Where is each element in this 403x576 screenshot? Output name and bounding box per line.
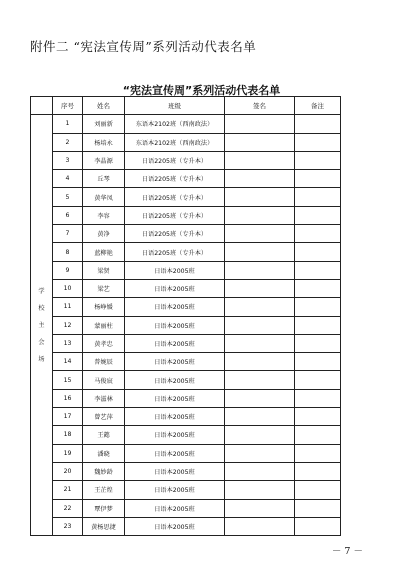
- class-cell: 日语本2005班: [125, 353, 225, 371]
- name-cell: 蒙丽柱: [83, 316, 125, 334]
- row-number-cell: 16: [53, 389, 83, 407]
- table-row: [31, 316, 341, 334]
- remark-cell[interactable]: [295, 334, 341, 352]
- row-number-cell: 14: [53, 353, 83, 371]
- header-class: 班级: [125, 97, 225, 115]
- roster-table: [30, 96, 341, 536]
- table-row: [31, 389, 341, 407]
- name-cell: 普婉辰: [83, 353, 125, 371]
- signature-cell[interactable]: [225, 499, 295, 517]
- signature-cell[interactable]: [225, 334, 295, 352]
- signature-cell[interactable]: [225, 316, 295, 334]
- name-cell: 潘晓: [83, 444, 125, 462]
- class-cell: 日语本2005班: [125, 426, 225, 444]
- row-number-cell: 23: [53, 517, 83, 535]
- header-signature: 签名: [225, 97, 295, 115]
- header-remark: 备注: [295, 97, 341, 115]
- remark-cell[interactable]: [295, 499, 341, 517]
- signature-cell[interactable]: [225, 188, 295, 206]
- name-cell: 李晶源: [83, 151, 125, 169]
- table-title: “宪法宣传周”系列活动代表名单: [122, 84, 281, 97]
- name-cell: 梁贤: [83, 261, 125, 279]
- class-cell: 日语本2005班: [125, 371, 225, 389]
- name-cell: 马俊宸: [83, 371, 125, 389]
- signature-cell[interactable]: [225, 389, 295, 407]
- name-cell: 黄华凤: [83, 188, 125, 206]
- name-cell: 蓝柳艳: [83, 243, 125, 261]
- class-cell: 日语本2005班: [125, 444, 225, 462]
- row-number-cell: 18: [53, 426, 83, 444]
- signature-cell[interactable]: [225, 481, 295, 499]
- remark-cell[interactable]: [295, 316, 341, 334]
- table-row: [31, 444, 341, 462]
- name-cell: 杨培永: [83, 133, 125, 151]
- row-number-cell: 21: [53, 481, 83, 499]
- row-number-cell: 2: [53, 133, 83, 151]
- remark-cell[interactable]: [295, 298, 341, 316]
- class-cell: 日语2205班（专升本）: [125, 225, 225, 243]
- remark-cell[interactable]: [295, 243, 341, 261]
- class-cell: 日语本2005班: [125, 499, 225, 517]
- class-cell: 日语本2005班: [125, 481, 225, 499]
- table-row: [31, 206, 341, 224]
- row-number-cell: 7: [53, 225, 83, 243]
- signature-cell[interactable]: [225, 225, 295, 243]
- name-cell: 王芷煌: [83, 481, 125, 499]
- table-row: [31, 481, 341, 499]
- signature-cell[interactable]: [225, 371, 295, 389]
- roster-body: [31, 115, 341, 536]
- table-row: [31, 353, 341, 371]
- class-cell: 日语本2005班: [125, 462, 225, 480]
- remark-cell[interactable]: [295, 353, 341, 371]
- signature-cell[interactable]: [225, 426, 295, 444]
- signature-cell[interactable]: [225, 151, 295, 169]
- remark-cell[interactable]: [295, 115, 341, 133]
- name-cell: 梁艺: [83, 279, 125, 297]
- class-cell: 日语2205班（专升本）: [125, 206, 225, 224]
- class-cell: 日语本2005班: [125, 316, 225, 334]
- remark-cell[interactable]: [295, 408, 341, 426]
- table-row: [31, 298, 341, 316]
- class-cell: 日语本2005班: [125, 408, 225, 426]
- table-row: [31, 225, 341, 243]
- class-cell: 东语本2102班（西南政法）: [125, 115, 225, 133]
- row-number-cell: 8: [53, 243, 83, 261]
- name-cell: 魏妙龄: [83, 462, 125, 480]
- table-row: [31, 170, 341, 188]
- row-number-cell: 6: [53, 206, 83, 224]
- remark-cell[interactable]: [295, 206, 341, 224]
- name-cell: 杨峥媛: [83, 298, 125, 316]
- row-number-cell: 4: [53, 170, 83, 188]
- row-number-cell: 10: [53, 279, 83, 297]
- class-cell: 日语本2005班: [125, 261, 225, 279]
- class-cell: 东语本2102班（西南政法）: [125, 133, 225, 151]
- table-row: [31, 133, 341, 151]
- signature-cell[interactable]: [225, 206, 295, 224]
- row-number-cell: 19: [53, 444, 83, 462]
- remark-cell[interactable]: [295, 426, 341, 444]
- signature-cell[interactable]: [225, 408, 295, 426]
- table-row: [31, 371, 341, 389]
- row-number-cell: 15: [53, 371, 83, 389]
- row-number-cell: 12: [53, 316, 83, 334]
- name-cell: 黄孝忠: [83, 334, 125, 352]
- remark-cell[interactable]: [295, 371, 341, 389]
- class-cell: 日语本2005班: [125, 279, 225, 297]
- row-number-cell: 13: [53, 334, 83, 352]
- row-number-cell: 20: [53, 462, 83, 480]
- name-cell: 丘琴: [83, 170, 125, 188]
- remark-cell[interactable]: [295, 188, 341, 206]
- row-number-cell: 5: [53, 188, 83, 206]
- name-cell: 刘丽新: [83, 115, 125, 133]
- table-row: [31, 408, 341, 426]
- signature-cell[interactable]: [225, 115, 295, 133]
- remark-cell[interactable]: [295, 517, 341, 535]
- venue-cell: 学 校 主 会 场: [31, 115, 53, 536]
- remark-cell[interactable]: [295, 481, 341, 499]
- table-row: [31, 279, 341, 297]
- header-name: 姓名: [83, 97, 125, 115]
- table-row: [31, 499, 341, 517]
- remark-cell[interactable]: [295, 133, 341, 151]
- class-cell: 日语2205班（专升本）: [125, 151, 225, 169]
- signature-cell[interactable]: [225, 444, 295, 462]
- name-cell: 李滋林: [83, 389, 125, 407]
- table-row: [31, 115, 341, 133]
- signature-cell[interactable]: [225, 517, 295, 535]
- class-cell: 日语2205班（专升本）: [125, 170, 225, 188]
- header-no: 序号: [53, 97, 83, 115]
- remark-cell[interactable]: [295, 261, 341, 279]
- signature-cell[interactable]: [225, 133, 295, 151]
- attachment-title: 附件二 “宪法宣传周”系列活动代表名单: [30, 39, 257, 54]
- row-number-cell: 22: [53, 499, 83, 517]
- header-row: [31, 97, 341, 115]
- signature-cell[interactable]: [225, 298, 295, 316]
- remark-cell[interactable]: [295, 389, 341, 407]
- name-cell: 李容: [83, 206, 125, 224]
- row-number-cell: 3: [53, 151, 83, 169]
- row-number-cell: 9: [53, 261, 83, 279]
- table-row: [31, 426, 341, 444]
- table-row: [31, 261, 341, 279]
- remark-cell[interactable]: [295, 444, 341, 462]
- table-row: [31, 334, 341, 352]
- class-cell: 日语本2005班: [125, 517, 225, 535]
- table-row: [31, 517, 341, 535]
- page-number: － 7 －: [331, 546, 363, 557]
- venue-header-cell: [31, 97, 53, 115]
- name-cell: 覃伊梦: [83, 499, 125, 517]
- row-number-cell: 1: [53, 115, 83, 133]
- name-cell: 曾艺萍: [83, 408, 125, 426]
- signature-cell[interactable]: [225, 261, 295, 279]
- signature-cell[interactable]: [225, 353, 295, 371]
- signature-cell[interactable]: [225, 170, 295, 188]
- remark-cell[interactable]: [295, 279, 341, 297]
- table-row: [31, 243, 341, 261]
- name-cell: 黄杨思捷: [83, 517, 125, 535]
- class-cell: 日语2205班（专升本）: [125, 243, 225, 261]
- signature-cell[interactable]: [225, 243, 295, 261]
- name-cell: 王懿: [83, 426, 125, 444]
- signature-cell[interactable]: [225, 279, 295, 297]
- remark-cell[interactable]: [295, 151, 341, 169]
- class-cell: 日语2205班（专升本）: [125, 188, 225, 206]
- class-cell: 日语本2005班: [125, 389, 225, 407]
- class-cell: 日语本2005班: [125, 334, 225, 352]
- row-number-cell: 11: [53, 298, 83, 316]
- class-cell: 日语本2005班: [125, 298, 225, 316]
- remark-cell[interactable]: [295, 462, 341, 480]
- table-row: [31, 151, 341, 169]
- table-row: [31, 188, 341, 206]
- table-row: [31, 462, 341, 480]
- signature-cell[interactable]: [225, 462, 295, 480]
- remark-cell[interactable]: [295, 170, 341, 188]
- row-number-cell: 17: [53, 408, 83, 426]
- name-cell: 黄净: [83, 225, 125, 243]
- remark-cell[interactable]: [295, 225, 341, 243]
